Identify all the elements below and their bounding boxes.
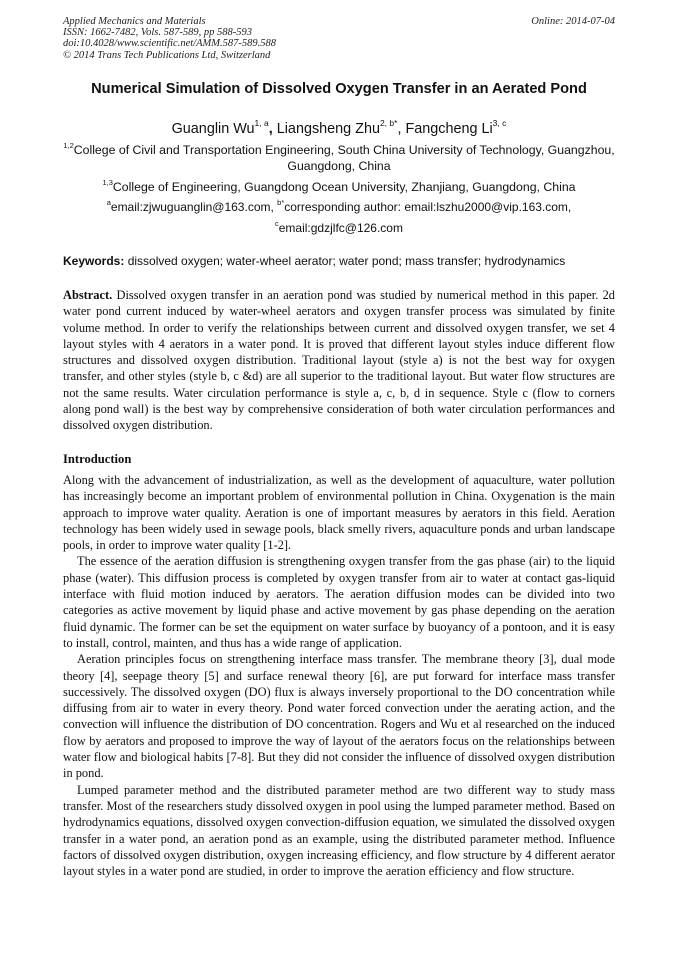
keywords-label: Keywords: (63, 254, 125, 268)
journal-header (63, 16, 615, 61)
paragraph: Along with the advancement of industrialization, as well as the development of aquaculture, water pollution has increasingly become an important problem of environmental pollution in China. Oxygenation is the main approach to improve water quality. Aeration is one of important measures by aerators in this field. Aeration technology has been widely used in sewage pools, black smelly rivers, aquaculture ponds and urban landscape pools, in order to improve water quality [1-2]. (63, 473, 615, 553)
author-name: Fangcheng Li (405, 121, 493, 137)
email-sup: c (275, 219, 279, 228)
affiliation-2 (40, 175, 638, 195)
email-b[interactable]: corresponding author: email:lszhu2000@vip.163.com, (284, 200, 572, 214)
email-sup: b* (277, 198, 285, 207)
author-sup: 1, a (254, 118, 269, 128)
issn: ISSN: 1662-7482, Vols. 587-589, pp 588-593 (63, 27, 252, 39)
affiliation-text: College of Civil and Transportation Engineering, South China University of Technology, Guangzhou, Guangdong, China (73, 143, 615, 173)
journal-name: Applied Mechanics and Materials (63, 16, 206, 27)
affiliation-sup: 1,2 (63, 141, 74, 150)
email-sup: a (106, 198, 111, 207)
author-name: Liangsheng Zhu (276, 121, 380, 137)
author-list: Guanglin Wu$^{1, a}$, Liangsheng Zhu$^{2, b*}$, Fangcheng Li$^{3, c}$ (171, 118, 507, 137)
keywords-text: dissolved oxygen; water-wheel aerator; water pond; mass transfer; hydrodynamics (124, 254, 566, 268)
author-sup: 3, c (492, 118, 507, 128)
paragraph: The essence of the aeration diffusion is strengthening oxygen transfer from the gas phase (air) to the liquid phase (water). This diffusion process is completed by oxygen transfer from air to water at contact gas-liquid interface with fluid motion induced by aerators. The aeration diffusion modes can be divided into two categories as active movement by liquid phase and active movement by gas phase depending on the aeration fluid dynamic. The former can be set the equipment on water surface by buoyancy of a pontoon, and it is easy to install, control, mainten, and thus has a wide range of application. (63, 554, 615, 650)
keywords (63, 253, 623, 269)
abstract-label: Abstract. (63, 288, 113, 302)
email-line (40, 195, 638, 215)
section-heading-introduction: Introduction (63, 452, 132, 466)
affiliation-text: College of Engineering, Guangdong Ocean University, Zhanjiang, Guangdong, China (112, 180, 576, 194)
affiliation-1 (40, 138, 638, 174)
online-date: Online: 2014-07-04 (531, 16, 615, 27)
email-c[interactable]: email:gdzjlfc@126.com (278, 221, 403, 235)
author-name: Guanglin Wu (171, 121, 255, 137)
affiliation-sup: 1,3 (102, 178, 113, 187)
paragraph: Lumped parameter method and the distributed parameter method are two different way to study mass transfer. Most of the researchers study dissolved oxygen in pool using the lumped parameter method. Based on hydrodynamics equations, dissolved oxygen convection-diffusion equation, we simulated the dissolved oxygen transfer in a water pond, an aeration pond as an example, using the distributed parameter method. Influence factors of dissolved oxygen distribution, oxygen increasing efficiency, and flow structure by 4 different aerator layout styles in a water pond are studied, in order to improve the aeration efficiency and flow structure. (63, 782, 615, 879)
abstract-text: Dissolved oxygen transfer in an aeration pond was studied by numerical method in this paper. 2d water pond current induced by water-wheel aerators and oxygen transfer process was simulated by finite volume method. In order to verify the relationships between current and dissolved oxygen transfer, we set 4 layout styles with 4 aerators in a water pond. It is proved that different layout styles induce different flow structures and dissolved oxygen distribution. Traditional layout (style a) is not the best way for oxygen transfer, and other styles (style b, c &d) are all superior to the traditional layout. But water flow structures are not the same results. Water circulation performance is style a, c, b, d in sequence. Style c (flow to corners along pond wall) is the best way by comprehensive consideration of both water circulation performances and dissolved oxygen distribution. (63, 288, 615, 433)
paper-title: Numerical Simulation of Dissolved Oxygen Transfer in an Aerated Pond (91, 81, 587, 97)
email-line-2 (40, 216, 638, 236)
email-a[interactable]: email:zjwuguanglin@163.com, (110, 200, 278, 214)
paragraph: Aeration principles focus on strengthening interface mass transfer. The membrane theory [3], dual mode theory [4], seepage theory [5] and surface renewal theory [6], are put forward for interface mass transfer successively. The dissolved oxygen (DO) flux is always inversely proportional to the DO concentration while diffusing from air to water in every theory. Pond water forced convection under the aerating action, and the convection will influence the distribution of DO concentration. Rogers and Wu et al researched on the induced flow by aerators and proposed to improve the way of layout of the aerators focus on the relationships between water flow and biological habits [7-8]. But they did not consider the influence of dissolved oxygen distribution in pond. (63, 652, 615, 781)
copyright: © 2014 Trans Tech Publications Ltd, Switzerland (63, 49, 271, 61)
doi: doi:10.4028/www.scientific.net/AMM.587-589.588 (63, 38, 276, 50)
abstract (63, 287, 615, 434)
introduction-body (63, 472, 615, 879)
author-sup: 2, b* (379, 118, 398, 128)
